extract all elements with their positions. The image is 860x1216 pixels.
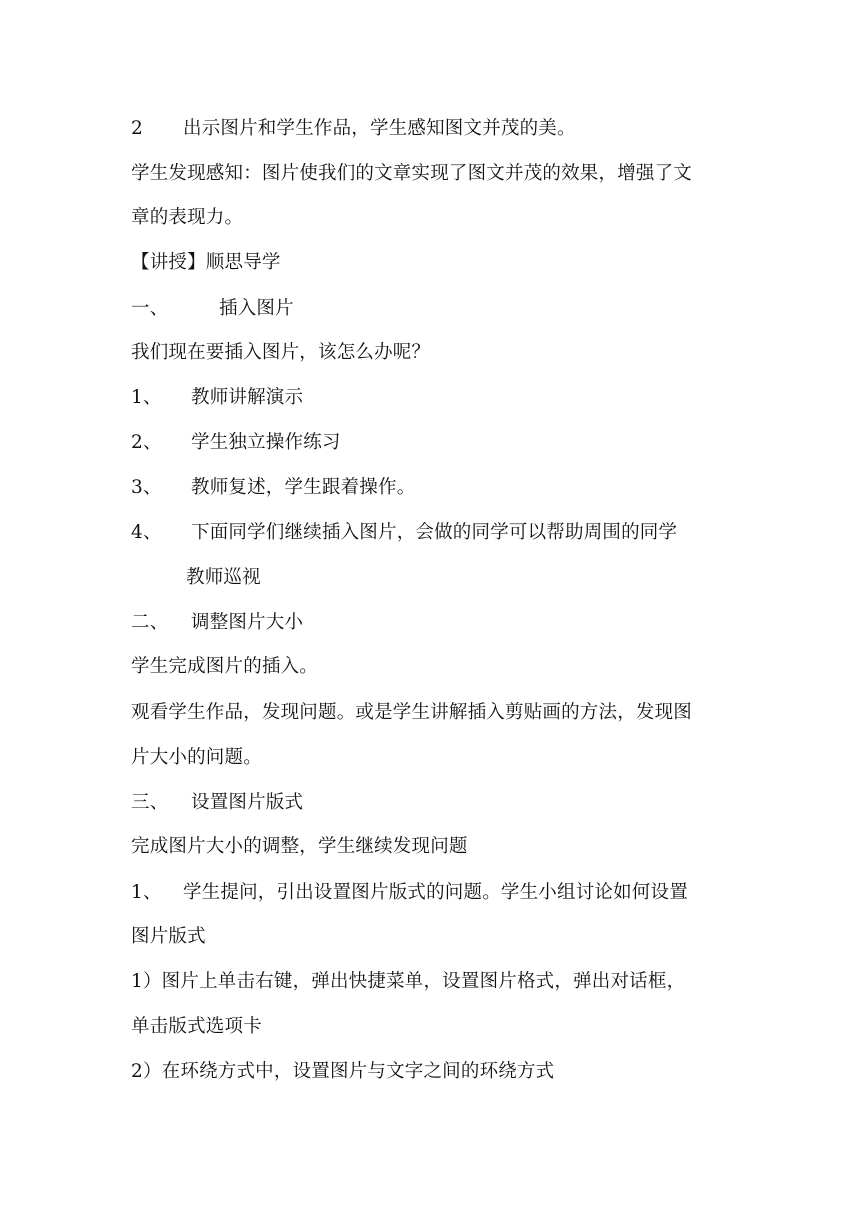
list-text: 教师复述，学生跟着操作。 — [191, 477, 416, 498]
paragraph-text: 2）在环绕方式中，设置图片与文字之间的环绕方式 — [131, 1061, 555, 1082]
list-number: 4、 — [131, 522, 162, 543]
paragraph-text: 学生完成图片的插入。 — [131, 656, 319, 677]
list-text: 学生独立操作练习 — [191, 432, 341, 453]
list-text: 教师讲解演示 — [191, 387, 304, 408]
paragraph-line — [131, 117, 732, 141]
list-number: 3、 — [131, 477, 162, 498]
heading-text: 插入图片 — [219, 298, 294, 319]
paragraph-line — [131, 162, 732, 186]
heading-text: 设置图片版式 — [191, 792, 304, 813]
list-number: 1、 — [131, 882, 162, 903]
paragraph-text: 章的表现力。 — [131, 207, 244, 228]
section-heading — [131, 611, 732, 635]
paragraph-line — [131, 1015, 732, 1039]
paragraph-text: 图片版式 — [131, 926, 206, 947]
section-heading — [131, 791, 732, 815]
paragraph-text: 片大小的问题。 — [131, 747, 262, 768]
paragraph-text: 单击版式选项卡 — [131, 1016, 262, 1037]
paragraph-line — [131, 206, 732, 230]
paragraph-line — [131, 341, 732, 365]
list-number: 二、 — [131, 612, 169, 633]
list-item — [131, 386, 732, 410]
list-item — [131, 476, 732, 500]
list-item — [131, 881, 732, 905]
paragraph-line — [131, 835, 732, 859]
paragraph-text: 【讲授】顺思导学 — [131, 252, 281, 273]
section-heading — [131, 297, 732, 321]
list-item — [131, 431, 732, 455]
section-label — [131, 251, 732, 275]
heading-text: 调整图片大小 — [191, 612, 304, 633]
paragraph-line — [131, 655, 732, 679]
list-text: 下面同学们继续插入图片，会做的同学可以帮助周围的同学 — [191, 522, 678, 543]
list-number: 1、 — [131, 387, 162, 408]
list-number: 三、 — [131, 792, 169, 813]
paragraph-line — [131, 925, 732, 949]
list-number: 2 — [131, 118, 143, 139]
list-item — [131, 521, 732, 545]
paragraph-line — [131, 746, 732, 770]
paragraph-line — [131, 1060, 732, 1084]
paragraph-line — [131, 701, 732, 725]
list-number: 2、 — [131, 432, 162, 453]
paragraph-line — [131, 970, 732, 994]
paragraph-text: 教师巡视 — [186, 567, 261, 588]
paragraph-text: 学生发现感知：图片使我们的文章实现了图文并茂的效果，增强了文 — [131, 163, 693, 184]
list-text: 学生提问，引出设置图片版式的问题。学生小组讨论如何设置 — [183, 882, 688, 903]
paragraph-text: 1）图片上单击右键，弹出快捷菜单，设置图片格式，弹出对话框， — [131, 971, 686, 992]
paragraph-text: 完成图片大小的调整，学生继续发现问题 — [131, 836, 468, 857]
paragraph-text: 我们现在要插入图片，该怎么办呢？ — [131, 342, 431, 363]
paragraph-line — [186, 566, 732, 590]
list-number: 一、 — [131, 298, 169, 319]
paragraph-text: 出示图片和学生作品，学生感知图文并茂的美。 — [183, 118, 576, 139]
paragraph-text: 观看学生作品，发现问题。或是学生讲解插入剪贴画的方法，发现图 — [131, 702, 693, 723]
